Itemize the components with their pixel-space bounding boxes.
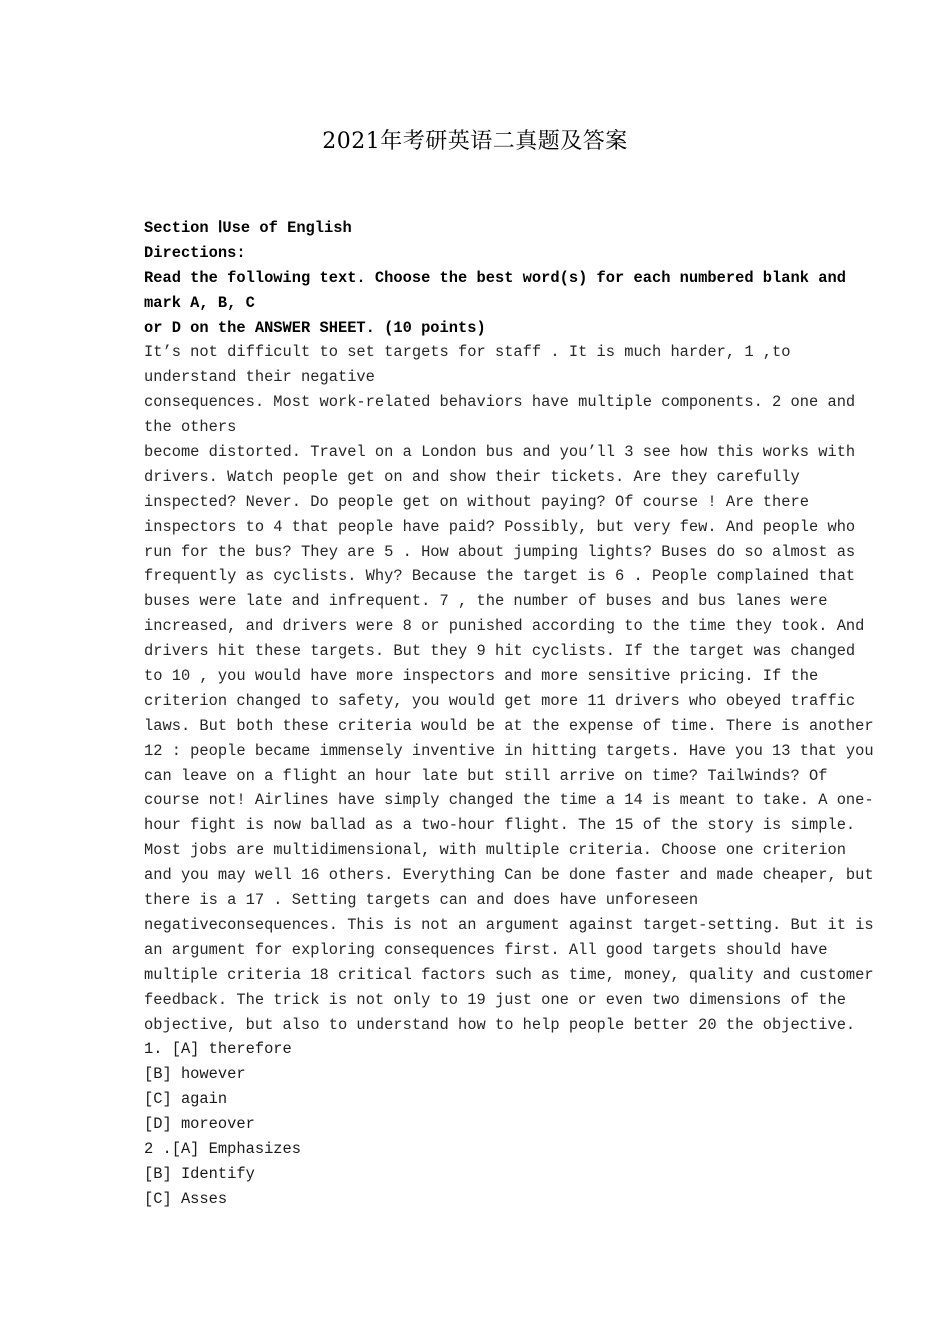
passage-line: become distorted. Travel on a London bus and you’ll 3 see how this works with bbox=[144, 443, 856, 462]
passage-line: laws. But both these criteria would be at the expense of time. There is another bbox=[144, 716, 874, 735]
passage-line: course not! Airlines have simply changed the time a 14 is meant to take. A one- bbox=[144, 791, 874, 810]
passage-line: inspected? Never. Do people get on without paying? Of course ! Are there bbox=[144, 492, 809, 511]
question-option: [C] again bbox=[144, 1090, 228, 1109]
passage-line: understand their negative bbox=[144, 368, 375, 387]
passage-line: hour fight is now ballad as a two-hour flight. The 15 of the story is simple. bbox=[144, 816, 856, 835]
question-option: 1. [A] therefore bbox=[144, 1040, 292, 1059]
reading-passage bbox=[144, 340, 874, 1037]
passage-line: increased, and drivers were 8 or punished according to the time they took. And bbox=[144, 617, 865, 636]
passage-line: to 10 , you would have more inspectors and more sensitive pricing. If the bbox=[144, 667, 819, 686]
passage-line: frequently as cyclists. Why? Because the target is 6 . People complained that bbox=[144, 567, 856, 586]
question-option: 2 .[A] Emphasizes bbox=[144, 1139, 302, 1158]
passage-line: there is a 17 . Setting targets can and does have unforeseen bbox=[144, 891, 699, 910]
passage-line: run for the bus? They are 5 . How about jumping lights? Buses do so almost as bbox=[144, 542, 856, 561]
section-header bbox=[144, 216, 846, 340]
passage-line: negativeconsequences. This is not an argument against target-setting. But it is bbox=[144, 915, 874, 934]
passage-line: Most jobs are multidimensional, with multiple criteria. Choose one criterion bbox=[144, 841, 846, 860]
passage-line: It’s not difficult to set targets for staff . It is much harder, 1 ,to bbox=[144, 343, 791, 362]
passage-line: drivers. Watch people get on and show their tickets. Are they carefully bbox=[144, 467, 800, 486]
question-option: [B] Identify bbox=[144, 1164, 255, 1183]
passage-line: an argument for exploring consequences first. All good targets should have bbox=[144, 940, 828, 959]
passage-line: feedback. The trick is not only to 19 just one or even two dimensions of the bbox=[144, 990, 846, 1009]
passage-line: buses were late and infrequent. 7 , the number of buses and bus lanes were bbox=[144, 592, 828, 611]
directions-label: Directions: bbox=[144, 243, 246, 262]
section-heading: Section ⅠUse of English bbox=[144, 219, 352, 237]
directions-text-line: or D on the ANSWER SHEET. (10 points) bbox=[144, 318, 486, 337]
passage-line: inspectors to 4 that people have paid? Possibly, but very few. And people who bbox=[144, 517, 856, 536]
passage-line: objective, but also to understand how to help people better 20 the objective. bbox=[144, 1015, 856, 1034]
passage-line: the others bbox=[144, 418, 237, 437]
document-title: 2021年考研英语二真题及答案 bbox=[322, 129, 628, 154]
directions-text-line: mark A, B, C bbox=[144, 293, 255, 312]
passage-line: consequences. Most work-related behaviors have multiple components. 2 one and bbox=[144, 393, 856, 412]
question-options bbox=[144, 1037, 816, 1211]
directions-text-line: Read the following text. Choose the best word(s) for each numbered blank and bbox=[144, 268, 846, 287]
question-option: [C] Asses bbox=[144, 1189, 228, 1208]
passage-line: and you may well 16 others. Everything Can be done faster and made cheaper, but bbox=[144, 866, 874, 885]
passage-line: multiple criteria 18 critical factors such as time, money, quality and customer bbox=[144, 965, 874, 984]
document-body bbox=[144, 216, 874, 1212]
passage-line: drivers hit these targets. But they 9 hit cyclists. If the target was changed bbox=[144, 642, 856, 661]
question-option: [D] moreover bbox=[144, 1115, 255, 1134]
passage-line: 12 : people became immensely inventive in hitting targets. Have you 13 that you bbox=[144, 741, 874, 760]
passage-line: criterion changed to safety, you would get more 11 drivers who obeyed traffic bbox=[144, 691, 856, 710]
passage-line: can leave on a flight an hour late but still arrive on time? Tailwinds? Of bbox=[144, 766, 828, 785]
question-option: [B] however bbox=[144, 1065, 246, 1084]
